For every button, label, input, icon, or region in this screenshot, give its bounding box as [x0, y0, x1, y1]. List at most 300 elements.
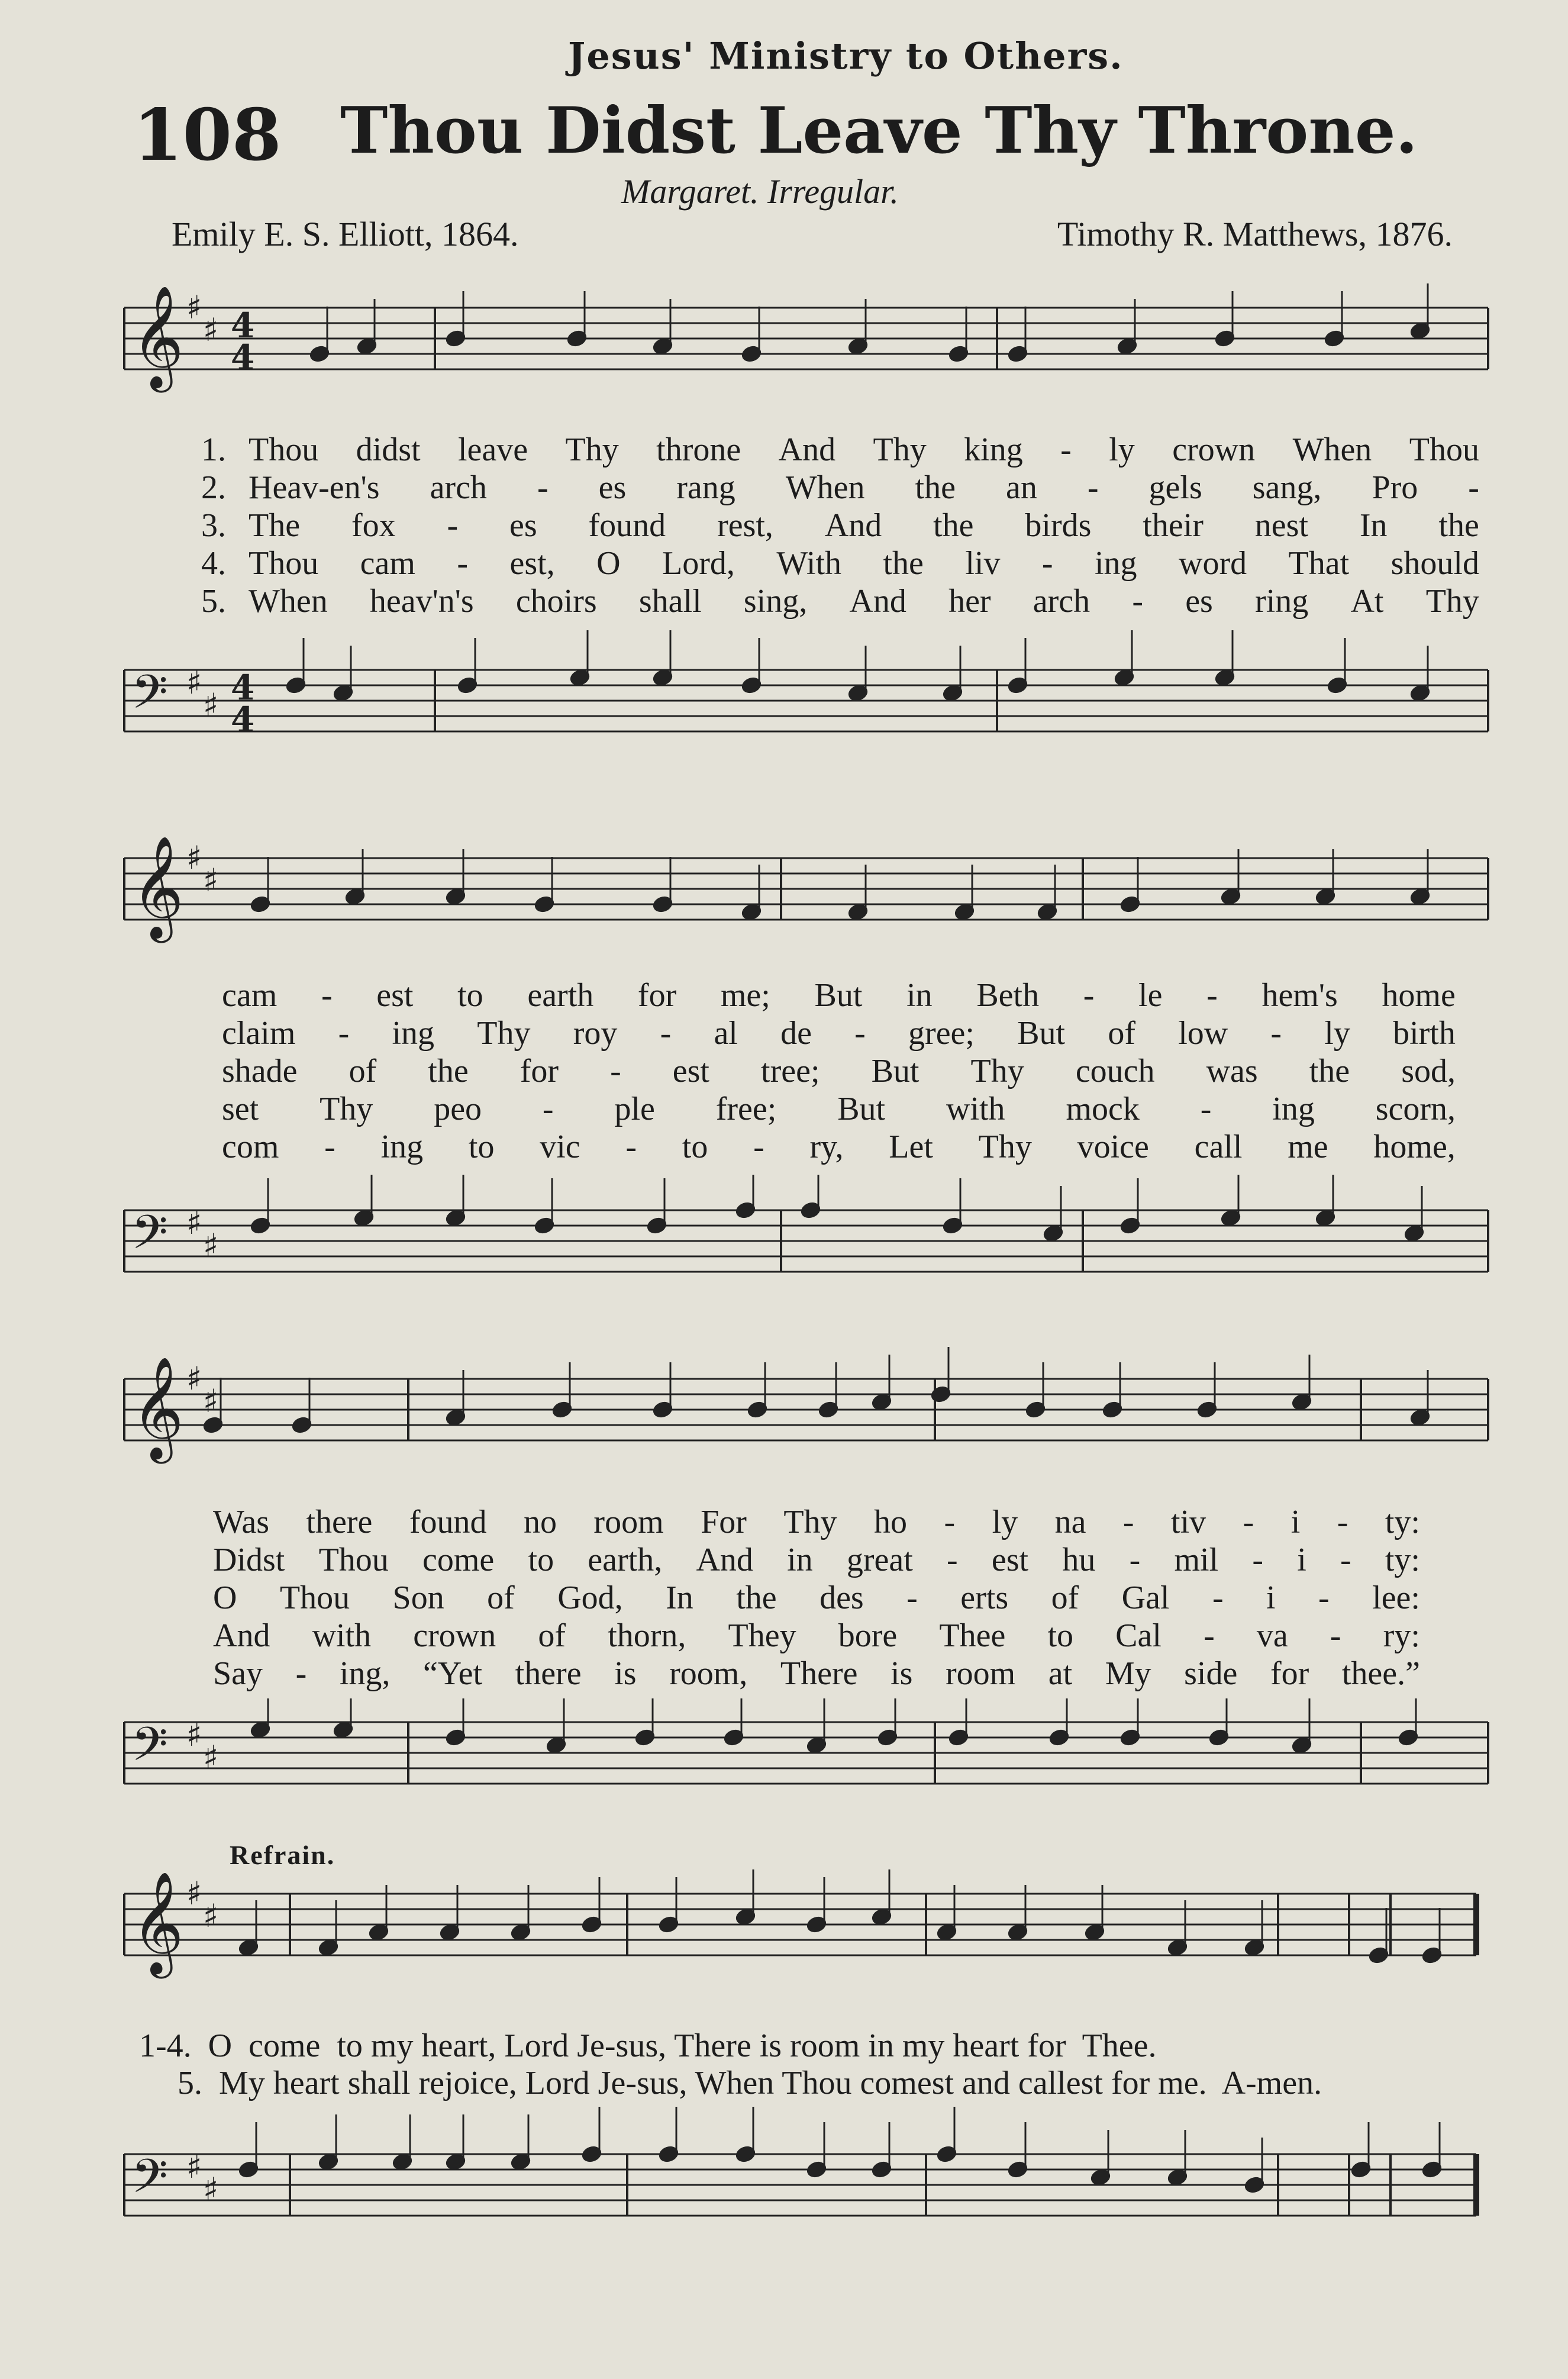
refrain-verse-number: 5.	[178, 2065, 202, 2101]
lyric-syllable: to	[468, 1129, 495, 1165]
lyric-line	[222, 976, 1456, 1014]
lyric-syllable: -	[321, 977, 333, 1014]
lyric-syllable: le	[1138, 977, 1163, 1014]
bass-staff-system-2	[0, 1175, 1568, 1340]
lyric-syllable: ly	[992, 1504, 1018, 1540]
lyric-syllable: -	[537, 469, 549, 506]
lyric-syllable: to	[528, 1542, 554, 1578]
lyric-syllable: there	[306, 1504, 373, 1540]
lyric-syllable: nest	[1254, 507, 1309, 544]
syllables	[213, 1655, 1420, 1693]
syllables	[213, 1579, 1420, 1617]
syllables	[249, 507, 1479, 544]
lyric-line	[213, 1655, 1420, 1693]
bass-staff-system-1	[0, 627, 1568, 799]
syllables	[222, 1052, 1456, 1090]
lyric-syllable: Thy	[1425, 583, 1479, 620]
lyric-syllable: room	[593, 1504, 664, 1540]
lyric-syllable: home,	[1373, 1129, 1456, 1165]
lyric-syllable: Thou	[318, 1542, 389, 1578]
verse-number: 5.	[201, 583, 226, 620]
lyric-syllable: to	[682, 1129, 708, 1165]
lyric-syllable: to	[457, 977, 483, 1014]
lyric-syllable: ring	[1255, 583, 1309, 620]
verse-number: 3.	[201, 507, 226, 544]
lyric-syllable: Thou	[279, 1579, 350, 1616]
lyric-syllable: was	[1206, 1053, 1258, 1089]
lyric-syllable: of	[487, 1579, 515, 1616]
lyric-syllable: home	[1382, 977, 1456, 1014]
lyric-syllable: est	[672, 1053, 709, 1089]
lyric-syllable: rang	[676, 469, 735, 506]
lyric-syllable: -	[295, 1655, 307, 1692]
lyric-syllable: And	[824, 507, 882, 544]
treble-clef-icon: 𝄞	[131, 836, 184, 939]
lyric-syllable: Gal	[1121, 1579, 1170, 1616]
lyric-syllable: tree;	[761, 1053, 820, 1089]
sharp-icon: ♯	[186, 1204, 202, 1242]
lyric-syllable: -	[753, 1129, 764, 1165]
lyric-syllable: thee.”	[1341, 1655, 1420, 1692]
lyric-syllable: thorn,	[608, 1617, 686, 1654]
lyric-syllable: vic	[540, 1129, 580, 1165]
lyric-line	[213, 1503, 1420, 1541]
lyric-syllable: i	[1290, 1504, 1301, 1540]
lyric-syllable: And	[849, 583, 906, 620]
lyric-syllable: come	[422, 1542, 495, 1578]
sharp-icon: ♯	[203, 1382, 219, 1420]
lyric-line	[201, 507, 1479, 544]
lyric-syllable: Beth	[976, 977, 1040, 1014]
lyric-syllable: choirs	[515, 583, 597, 620]
lyric-syllable: is	[614, 1655, 637, 1692]
lyric-syllable: ty:	[1385, 1542, 1420, 1578]
lyric-syllable: es	[1185, 583, 1213, 620]
treble-clef-icon: 𝄞	[131, 1356, 184, 1459]
lyric-syllable: Thee	[939, 1617, 1006, 1654]
lyric-syllable: roy	[573, 1015, 618, 1052]
lyric-syllable: Thou	[1409, 431, 1479, 468]
lyric-syllable: ple	[614, 1091, 655, 1127]
lyric-syllable: crown	[413, 1617, 496, 1654]
lyric-syllable: -	[1122, 1504, 1134, 1540]
lyric-syllable: Heav-en's	[249, 469, 380, 506]
verse-number: 2.	[201, 469, 226, 506]
bass-clef-icon: 𝄢	[131, 1205, 168, 1271]
lyric-syllable: should	[1390, 545, 1479, 582]
lyric-syllable: the	[1309, 1053, 1350, 1089]
lyric-syllable: In	[1359, 507, 1388, 544]
lyric-syllable: Say	[213, 1655, 263, 1692]
syllables	[213, 1503, 1420, 1541]
sharp-icon: ♯	[186, 664, 202, 701]
lyric-syllable: liv	[965, 545, 1001, 582]
lyric-syllable: -	[542, 1091, 554, 1127]
lyric-syllable: -	[1340, 1542, 1351, 1578]
section-title: Jesus' Ministry to Others.	[568, 34, 1124, 78]
lyric-syllable: shall	[638, 583, 702, 620]
lyric-syllable: arch	[430, 469, 487, 506]
lyric-syllable: call	[1194, 1129, 1243, 1165]
lyric-syllable: With	[776, 545, 842, 582]
lyric-syllable: -	[1337, 1504, 1348, 1540]
lyric-syllable: For	[701, 1504, 747, 1540]
lyric-syllable: That	[1288, 545, 1350, 582]
lyric-syllable: O	[213, 1579, 237, 1616]
lyric-syllable: ly	[1324, 1015, 1350, 1052]
lyric-syllable: peo	[434, 1091, 482, 1127]
lyric-syllable: gels	[1148, 469, 1202, 506]
lyric-syllable: rest,	[717, 507, 773, 544]
lyric-syllable: -	[324, 1129, 335, 1165]
sharp-icon: ♯	[186, 1716, 202, 1753]
bass-staff-refrain	[0, 2107, 1568, 2284]
lyric-syllable: there	[515, 1655, 582, 1692]
lyric-syllable: -	[1132, 583, 1143, 620]
lyric-syllable: Didst	[213, 1542, 285, 1578]
lyric-syllable: room,	[669, 1655, 748, 1692]
lyric-syllable: When	[249, 583, 328, 620]
lyric-syllable: And	[213, 1617, 270, 1654]
author-credit: Emily E. S. Elliott, 1864.	[172, 215, 519, 253]
lyric-syllable: -	[906, 1579, 918, 1616]
lyric-syllable: Thy	[783, 1504, 837, 1540]
syllables	[213, 1617, 1420, 1655]
lyric-syllable: na	[1054, 1504, 1086, 1540]
sharp-icon: ♯	[203, 311, 219, 349]
tune-name: Margaret. Irregular.	[621, 172, 899, 211]
lyric-syllable: sang,	[1252, 469, 1322, 506]
lyric-syllable: of	[1108, 1015, 1135, 1052]
lyric-syllable: Thy	[477, 1015, 531, 1052]
lyric-syllable: ing,	[339, 1655, 391, 1692]
lyric-syllable: ing	[1095, 545, 1137, 582]
sharp-icon: ♯	[203, 1227, 219, 1264]
lyric-syllable: the	[883, 545, 924, 582]
lyric-syllable: ho	[874, 1504, 908, 1540]
syllables	[249, 431, 1479, 469]
lyric-syllable: the	[915, 469, 956, 506]
syllables	[222, 1090, 1456, 1128]
sharp-icon: ♯	[203, 686, 219, 724]
lyric-syllable: ry,	[809, 1129, 844, 1165]
lyric-syllable: scorn,	[1375, 1091, 1456, 1127]
lyric-syllable: va	[1256, 1617, 1288, 1654]
lyric-syllable: est	[991, 1542, 1029, 1578]
syllables	[249, 582, 1479, 620]
lyric-syllable: free;	[715, 1091, 777, 1127]
lyric-syllable: their	[1143, 507, 1204, 544]
lyric-syllable: throne	[656, 431, 741, 468]
lyric-syllable: of	[1051, 1579, 1079, 1616]
lyric-syllable: in	[787, 1542, 813, 1578]
refrain-verse-number: 1-4.	[139, 2027, 192, 2064]
lyric-syllable: lee:	[1372, 1579, 1420, 1616]
lyric-syllable: Thy	[970, 1053, 1024, 1089]
sharp-icon: ♯	[186, 289, 202, 326]
lyric-syllable: But	[1017, 1015, 1066, 1052]
time-signature-bottom: 4	[231, 699, 255, 740]
lyric-syllable: cam	[360, 545, 415, 582]
lyric-syllable: for	[637, 977, 677, 1014]
lyric-syllable: de	[780, 1015, 812, 1052]
lyric-syllable: -	[1060, 431, 1072, 468]
lyric-syllable: -	[1243, 1504, 1254, 1540]
lyric-syllable: of	[538, 1617, 566, 1654]
lyric-syllable: with	[946, 1091, 1005, 1127]
lyric-syllable: cam	[222, 977, 278, 1014]
lyric-syllable: -	[1129, 1542, 1141, 1578]
lyric-syllable: earth	[527, 977, 594, 1014]
lyric-syllable: king	[964, 431, 1023, 468]
lyric-syllable: Cal	[1115, 1617, 1162, 1654]
lyric-syllable: Pro	[1372, 469, 1418, 506]
lyric-syllable: didst	[356, 431, 421, 468]
lyric-line	[201, 544, 1479, 582]
lyric-syllable: the	[428, 1053, 469, 1089]
bass-clef-icon: 𝄢	[131, 665, 168, 731]
syllables	[213, 1541, 1420, 1579]
lyric-syllable: al	[714, 1015, 738, 1052]
lyric-syllable: ty:	[1385, 1504, 1420, 1540]
lyric-syllable: crown	[1172, 431, 1256, 468]
lyric-syllable: to	[1047, 1617, 1074, 1654]
lyric-syllable: low	[1178, 1015, 1228, 1052]
lyric-syllable: sod,	[1401, 1053, 1456, 1089]
lyric-syllable: -	[947, 1542, 958, 1578]
time-signature-top: 4	[231, 305, 255, 346]
lyric-syllable: the	[933, 507, 974, 544]
time-signature-top: 4	[231, 668, 255, 708]
lyric-syllable: sing,	[743, 583, 808, 620]
syllables	[249, 469, 1479, 507]
lyric-syllable: Lord,	[662, 545, 735, 582]
syllables	[222, 976, 1456, 1014]
lyric-syllable: des	[820, 1579, 864, 1616]
lyric-syllable: And	[696, 1542, 753, 1578]
bass-clef-icon: 𝄢	[131, 1717, 168, 1783]
lyric-syllable: for	[520, 1053, 559, 1089]
lyric-syllable: bore	[838, 1617, 898, 1654]
lyric-syllable: of	[349, 1053, 377, 1089]
lyric-syllable: found	[588, 507, 666, 544]
lyric-syllable: -	[447, 507, 459, 544]
hymn-title: Thou Didst Leave Thy Throne.	[340, 94, 1418, 168]
lyric-line	[213, 1541, 1420, 1579]
lyric-syllable: When	[1292, 431, 1372, 468]
lyric-syllable: -	[1087, 469, 1099, 506]
syllables	[222, 1014, 1456, 1052]
lyric-syllable: voice	[1077, 1129, 1149, 1165]
lyric-syllable: -	[1204, 1617, 1215, 1654]
lyric-syllable: hu	[1062, 1542, 1096, 1578]
lyric-syllable: They	[728, 1617, 796, 1654]
lyric-syllable: -	[1041, 545, 1053, 582]
lyric-line	[201, 582, 1479, 620]
lyric-syllable: At	[1350, 583, 1384, 620]
lyric-syllable: -	[854, 1015, 866, 1052]
lyric-syllable: i	[1266, 1579, 1276, 1616]
lyric-syllable: com	[222, 1129, 279, 1165]
sharp-icon: ♯	[186, 1875, 202, 1912]
lyric-syllable: The	[249, 507, 301, 544]
lyric-syllable: Thy	[873, 431, 927, 468]
lyric-syllable: ing	[1272, 1091, 1315, 1127]
lyric-syllable: i	[1297, 1542, 1306, 1578]
lyric-syllable: -	[1252, 1542, 1263, 1578]
lyric-syllable: When	[785, 469, 865, 506]
lyric-syllable: est,	[509, 545, 555, 582]
sharp-icon: ♯	[186, 1360, 202, 1397]
sharp-icon: ♯	[203, 2171, 219, 2208]
lyric-syllable: is	[891, 1655, 913, 1692]
lyric-syllable: -	[457, 545, 469, 582]
treble-staff-refrain	[0, 1864, 1568, 2018]
lyric-syllable: -	[625, 1129, 637, 1165]
lyric-syllable: birds	[1025, 507, 1092, 544]
lyric-syllable: her	[948, 583, 991, 620]
lyric-syllable: ing	[392, 1015, 435, 1052]
lyric-syllable: heav'n's	[369, 583, 474, 620]
lyric-syllable: side	[1184, 1655, 1238, 1692]
lyric-syllable: In	[666, 1579, 693, 1616]
bass-staff-system-3	[0, 1698, 1568, 1858]
lyric-syllable: arch	[1033, 583, 1090, 620]
lyric-syllable: mock	[1066, 1091, 1140, 1127]
lyric-syllable: -	[1206, 977, 1218, 1014]
time-signature-bottom: 4	[231, 337, 255, 378]
lyric-syllable: There	[780, 1655, 858, 1692]
lyric-syllable: the	[1438, 507, 1479, 544]
verse-number: 4.	[201, 545, 226, 582]
lyric-syllable: My	[1105, 1655, 1151, 1692]
lyric-syllable: couch	[1075, 1053, 1155, 1089]
lyric-line	[213, 1617, 1420, 1655]
lyric-syllable: Thy	[978, 1129, 1032, 1165]
lyric-syllable: -	[1200, 1091, 1212, 1127]
lyric-syllable: gree;	[908, 1015, 975, 1052]
refrain-line	[139, 2027, 1157, 2065]
lyric-syllable: set	[222, 1091, 259, 1127]
lyric-syllable: in	[906, 977, 933, 1014]
lyric-line	[213, 1579, 1420, 1617]
refrain-line	[178, 2064, 1322, 2102]
lyric-syllable: “Yet	[422, 1655, 483, 1692]
refrain-text: O come to my heart, Lord Je-sus, There is room in my heart for Thee.	[208, 2027, 1157, 2064]
lyric-syllable: es	[509, 507, 537, 544]
lyric-syllable: hem's	[1262, 977, 1338, 1014]
sharp-icon: ♯	[203, 862, 219, 899]
lyric-syllable: And	[778, 431, 836, 468]
lyric-syllable: Son	[392, 1579, 444, 1616]
lyric-syllable: shade	[222, 1053, 298, 1089]
lyric-syllable: -	[610, 1053, 621, 1089]
lyric-syllable: no	[523, 1504, 557, 1540]
lyric-syllable: -	[1212, 1579, 1224, 1616]
lyric-syllable: Thy	[320, 1091, 373, 1127]
lyric-syllable: -	[1083, 977, 1095, 1014]
sharp-icon: ♯	[186, 839, 202, 876]
lyric-syllable: earth,	[588, 1542, 663, 1578]
lyric-syllable: birth	[1393, 1015, 1456, 1052]
lyric-syllable: O	[596, 545, 621, 582]
lyric-syllable: But	[837, 1091, 886, 1127]
lyric-syllable: with	[312, 1617, 372, 1654]
bass-clef-icon: 𝄢	[131, 2149, 168, 2215]
lyric-syllable: tiv	[1171, 1504, 1206, 1540]
lyric-syllable: great	[846, 1542, 913, 1578]
treble-clef-icon: 𝄞	[131, 1871, 184, 1974]
treble-staff-system-2	[0, 817, 1568, 988]
lyric-syllable: Thy	[565, 431, 619, 468]
lyric-syllable: ry:	[1383, 1617, 1420, 1654]
treble-clef-icon: 𝄞	[131, 285, 184, 388]
lyric-syllable: est	[376, 977, 414, 1014]
lyric-line	[222, 1052, 1456, 1090]
lyric-syllable: es	[598, 469, 627, 506]
lyric-syllable: -	[1468, 469, 1479, 506]
lyric-line	[201, 431, 1479, 469]
treble-staff-system-1	[0, 278, 1568, 438]
lyric-syllable: leave	[457, 431, 528, 468]
lyric-syllable: Was	[213, 1504, 270, 1540]
lyric-syllable: ly	[1109, 431, 1135, 468]
lyric-syllable: But	[814, 977, 863, 1014]
lyric-line	[201, 469, 1479, 507]
verse-number: 1.	[201, 431, 226, 468]
lyric-syllable: fox	[351, 507, 396, 544]
lyric-syllable: found	[409, 1504, 487, 1540]
lyric-syllable: word	[1179, 545, 1247, 582]
lyric-syllable: for	[1270, 1655, 1309, 1692]
lyric-syllable: -	[1330, 1617, 1341, 1654]
lyric-syllable: God,	[557, 1579, 623, 1616]
sharp-icon: ♯	[203, 1739, 219, 1776]
lyric-syllable: -	[1270, 1015, 1282, 1052]
lyric-syllable: ing	[380, 1129, 424, 1165]
lyric-syllable: at	[1048, 1655, 1073, 1692]
treble-staff-system-3	[0, 1343, 1568, 1503]
lyric-syllable: me	[1288, 1129, 1328, 1165]
lyric-syllable: the	[736, 1579, 777, 1616]
lyric-syllable: me;	[720, 977, 770, 1014]
syllables	[249, 544, 1479, 582]
lyric-syllable: -	[1318, 1579, 1330, 1616]
lyric-syllable: Thou	[249, 545, 319, 582]
lyric-line	[222, 1128, 1456, 1166]
lyric-syllable: -	[660, 1015, 672, 1052]
sharp-icon: ♯	[203, 1897, 219, 1935]
syllables	[222, 1128, 1456, 1166]
lyric-syllable: mil	[1174, 1542, 1219, 1578]
lyric-syllable: But	[871, 1053, 919, 1089]
hymn-number: 108	[133, 94, 282, 177]
lyric-syllable: erts	[960, 1579, 1009, 1616]
lyric-line	[222, 1090, 1456, 1128]
lyric-syllable: room	[945, 1655, 1016, 1692]
refrain-text: My heart shall rejoice, Lord Je-sus, When Thou comest and callest for me. A-men.	[219, 2065, 1322, 2101]
lyric-line	[222, 1014, 1456, 1052]
lyric-syllable: -	[944, 1504, 956, 1540]
lyric-syllable: an	[1005, 469, 1037, 506]
composer-credit: Timothy R. Matthews, 1876.	[1057, 215, 1453, 253]
lyric-syllable: claim	[222, 1015, 296, 1052]
lyric-syllable: Let	[889, 1129, 933, 1165]
lyric-syllable: -	[338, 1015, 350, 1052]
sharp-icon: ♯	[186, 2148, 202, 2185]
lyric-syllable: Thou	[249, 431, 319, 468]
refrain-label: Refrain.	[230, 1840, 335, 1870]
